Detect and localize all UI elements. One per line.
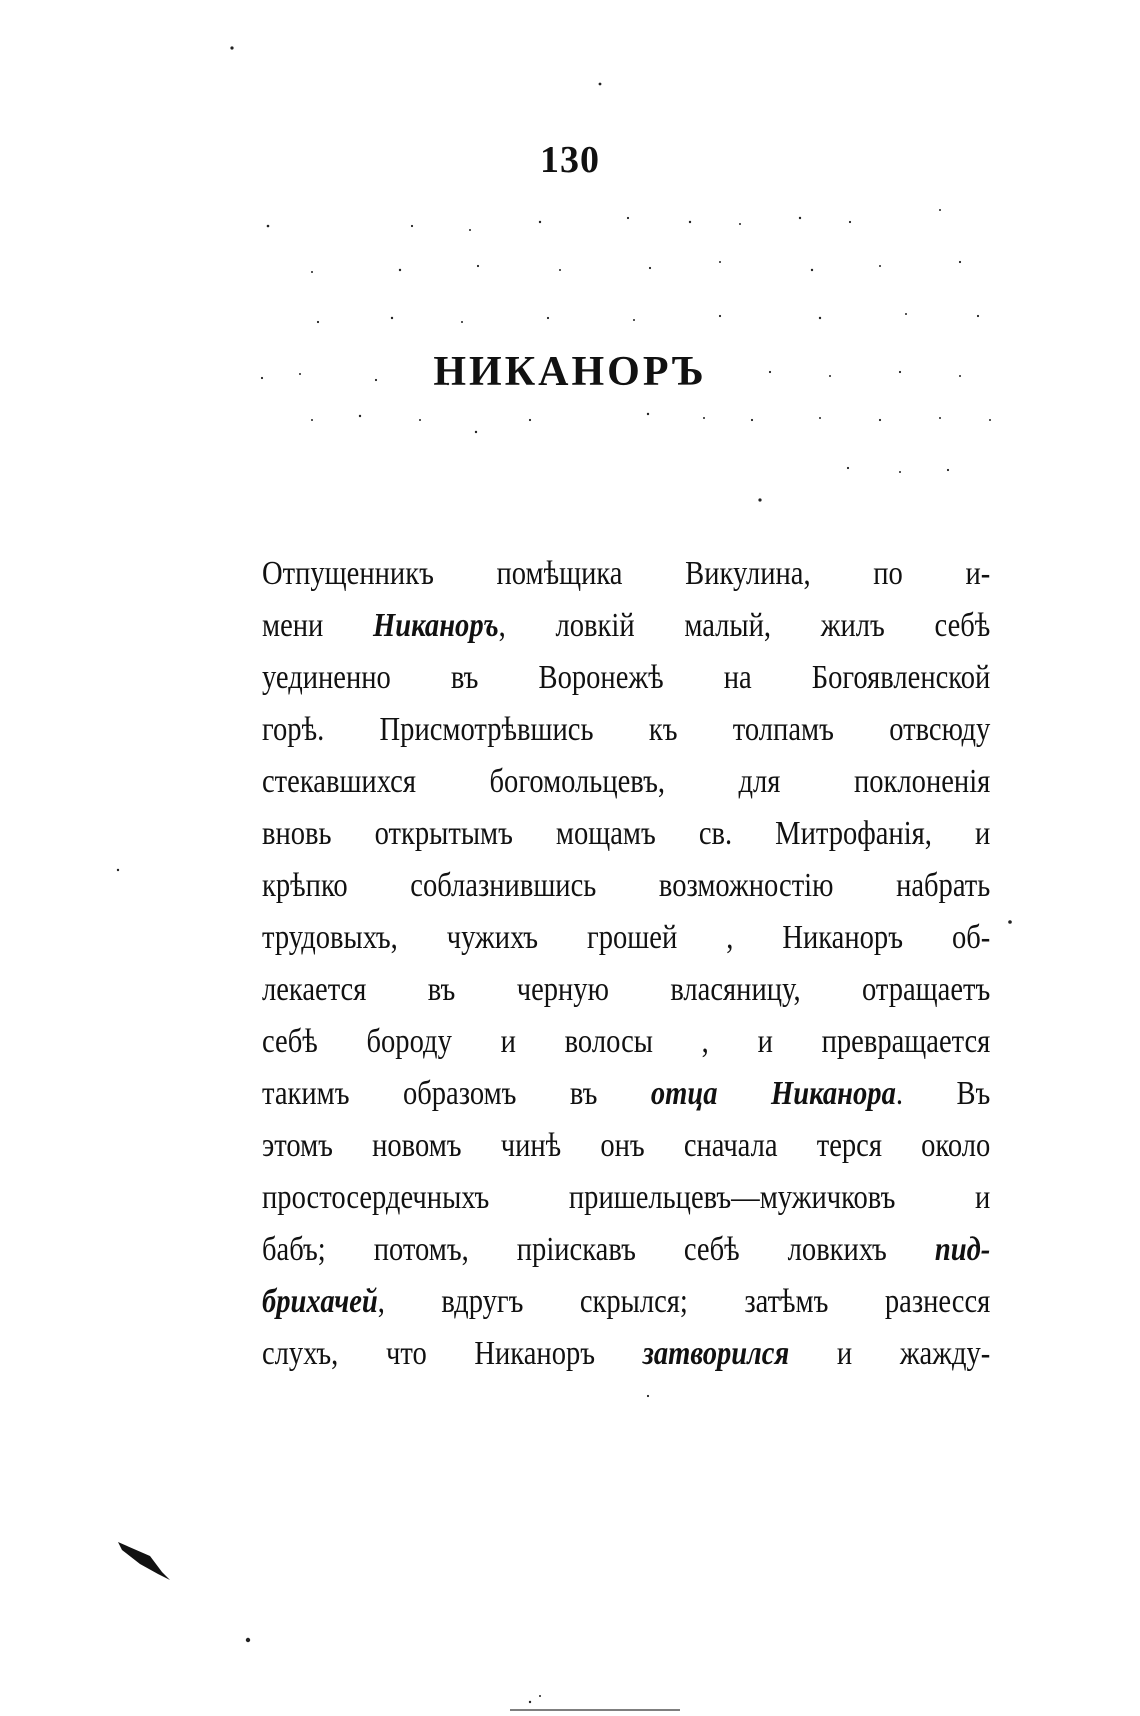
text-segment: этомъ новомъ чинѣ онъ сначала терся около [262,1127,991,1164]
text-line [262,652,990,704]
text-segment: бабъ; потомъ, пріискавъ себѣ ловкихъ [262,1231,935,1268]
text-segment: стекавшихся богомольцевъ, для поклоненія [262,763,991,800]
text-line [262,808,990,860]
italic-text: затворился [642,1335,790,1372]
page-number: 130 [540,139,600,181]
text-line [262,756,990,808]
italic-text: отца Никанора [650,1075,896,1112]
text-segment: Отпущенникъ помѣщика Викулина, по и- [262,555,991,592]
text-line [262,1120,990,1172]
text-segment: лекается въ черную власяницу, отращаетъ [262,971,991,1008]
chapter-title: НИКАНОРЪ [433,349,707,395]
text-segment: и жажду- [789,1335,991,1372]
text-line [262,1328,990,1380]
text-line [262,1068,990,1120]
text-line [262,1016,990,1068]
text-segment: такимъ образомъ въ [262,1075,651,1112]
text-line [262,912,990,964]
text-line [262,600,990,652]
text-line [262,964,990,1016]
text-segment: себѣ бороду и волосы , и превращается [262,1023,991,1060]
italic-text: брихачей [262,1283,378,1320]
body-paragraph [262,548,990,1380]
text-line [262,1224,990,1276]
italic-text: пид- [934,1231,991,1268]
text-segment: простосердечныхъ пришельцевъ—мужичковъ и [262,1179,991,1216]
text-segment: уединенно въ Воронежѣ на Богоявленской [262,659,991,696]
text-line [262,860,990,912]
text-segment: , вдругъ скрылся; затѣмъ разнесся [377,1283,991,1320]
text-segment: горѣ. Присмотрѣвшись къ толпамъ отвсюду [262,711,991,748]
text-segment: трудовыхъ, чужихъ грошей , Никаноръ об- [262,919,991,956]
text-segment: крѣпко соблазнившись возможностію набрать [262,867,991,904]
text-segment: мени [262,607,374,644]
text-segment: вновь открытымъ мощамъ св. Митрофанія, и [262,815,991,852]
text-segment: . Въ [895,1075,991,1112]
text-segment: слухъ, что Никаноръ [262,1335,643,1372]
text-line [262,704,990,756]
text-line [262,1276,990,1328]
text-segment: , ловкій малый, жилъ себѣ [498,607,991,644]
italic-text: Никаноръ [373,607,499,644]
text-line [262,1172,990,1224]
text-line [262,548,990,600]
